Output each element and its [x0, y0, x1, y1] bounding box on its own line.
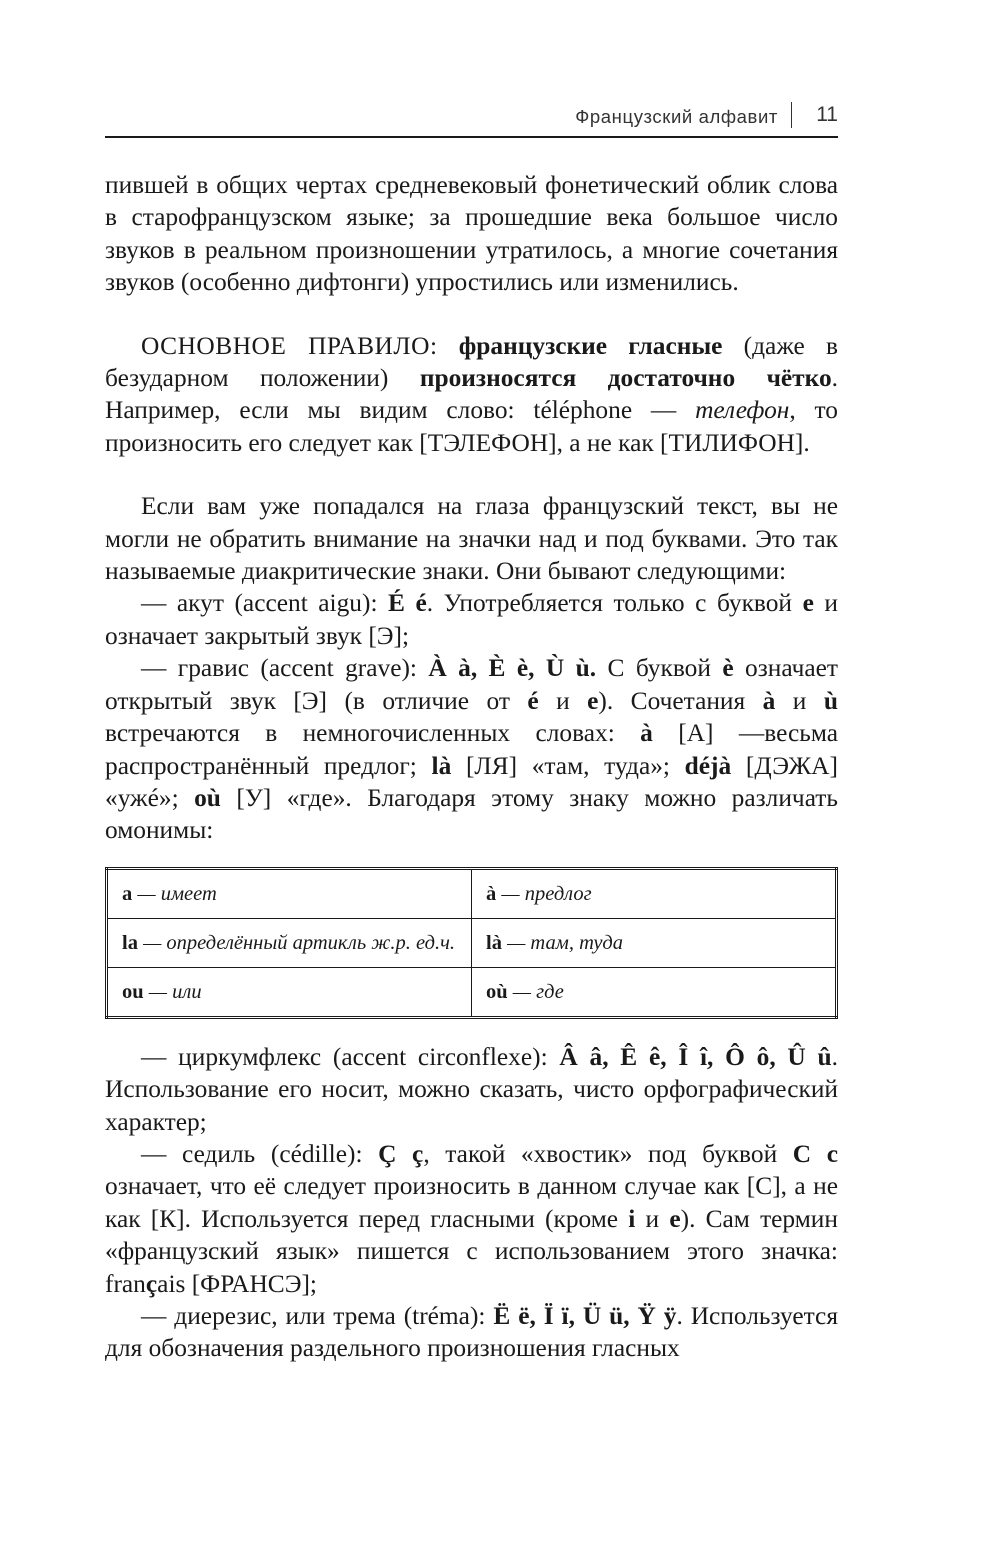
running-head — [105, 100, 838, 138]
accent-letters: Ç ç — [378, 1139, 424, 1168]
paragraph-aigu: — акут (accent aigu): É é. Употребляется только с буквой e и означает закрытый звук [Э]; — [105, 589, 838, 650]
paragraph-circonflexe: — циркумфлекс (accent circonflexe): Â â, Ê ê, Î î, Ô ô, Û û. Использование его носит, можно сказать, чисто орфографический характер; — [105, 1042, 838, 1136]
paragraph-trema: — диерезис, или трема (tréma): Ë ë, Ï ï, Ü ü, Ÿ ÿ. Используется для обозначения раздельного произношения гласных — [105, 1301, 838, 1363]
accent-letters: À à, È è, Ù ù. — [428, 654, 597, 683]
paragraph-continuation: пившей в общих чертах средневековый фонетический облик слова в старофранцузском языке; за прошедшие века большое число звуков в реальном произношении утратилось, а многие сочетания звуков (особенно дифтонги) упростились или изменились. — [105, 171, 838, 297]
table-cell: ou — или — [107, 967, 472, 1017]
section-title: Французский алфавит — [575, 106, 778, 127]
table-row — [107, 967, 837, 1017]
table-row — [107, 918, 837, 967]
page-number: 11 — [816, 103, 838, 126]
table-cell: où — где — [472, 967, 837, 1017]
table-cell: là — там, туда — [472, 918, 837, 967]
bold-text: французские гласные — [458, 331, 723, 360]
accent-letters: Â â, Ê ê, Î î, Ô ô, Û û — [559, 1042, 832, 1071]
bold-text: произносятся достаточно чётко — [419, 364, 832, 393]
paragraph-intro: Если вам уже попадался на глаза французский текст, вы не могли не обратить внимание на значки над и под буквами. Это так называемые диакритические знаки. Они бывают следующими: — [105, 492, 838, 586]
rule-label: ОСНОВНОЕ ПРАВИЛО: — [141, 331, 438, 360]
paragraph-cedille: — седиль (cédille): Ç ç, такой «хвостик» под буквой C c означает, что её следует произносить в данном случае как [С], а не как [К]. Используется перед гласными (кроме i и e). Сам термин «французский язык» пишется с использованием этого значка: français [ФРАНСЭ]; — [105, 1139, 838, 1298]
accent-letters: Ë ë, Ï ï, Ü ü, Ÿ ÿ — [493, 1301, 677, 1330]
table-cell: à — предлог — [472, 868, 837, 918]
paragraph-grave: — гравис (accent grave): À à, È è, Ù ù. С буквой è означает открытый звук [Э] (в отличие от é и e). Сочетания à и ù встречаются в немногочисленных словах: à [А] —весьма распространённый предлог; là [ЛЯ] «там, туда»; déjà [ДЭЖА] «ужé»; où [У] «где». Благодаря этому знаку можно различать омонимы: — [105, 654, 839, 845]
homonyms-table — [105, 867, 838, 1019]
table-cell: a — имеет — [107, 868, 472, 918]
main-text — [105, 169, 838, 1365]
header-separator — [791, 102, 793, 128]
table-cell: la — определённый артикль ж.р. ед.ч. — [107, 918, 472, 967]
table-row — [107, 868, 837, 918]
accent-letters: É é — [388, 589, 427, 618]
paragraph-main-rule: ОСНОВНОЕ ПРАВИЛО: французские гласные (даже в безударном положении) произносятся достаточно чётко. Например, если мы видим слово: téléphone — телефон, то произносить его следует как [ТЭЛЕФОН], а не как [ТИЛИФОН]. — [105, 331, 839, 457]
example-translation: телефон — [695, 396, 790, 425]
